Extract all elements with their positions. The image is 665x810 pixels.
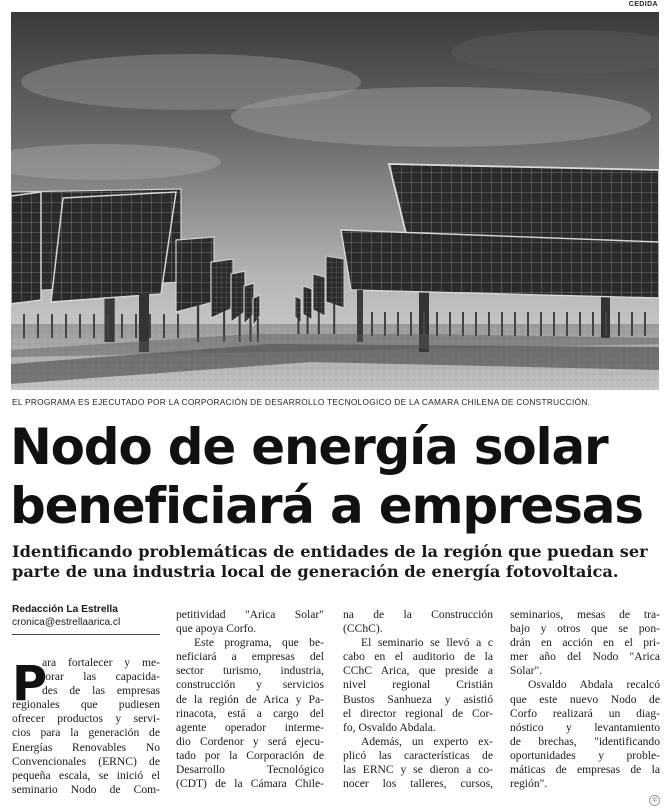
text-line: seminarios, mesas de tra-	[510, 608, 660, 621]
panel-post	[436, 312, 438, 336]
photo-credit: CEDIDA	[628, 1, 658, 8]
text-line: dio Cordenor y será ejecu-	[176, 734, 324, 748]
panel-post	[307, 316, 309, 334]
byline	[12, 603, 160, 629]
text-line: El seminario se llevó a c	[361, 636, 493, 650]
text-line: tado por la Corporación de	[176, 748, 324, 762]
text-line: regionales que pudiesen	[12, 698, 160, 712]
panel-post	[631, 312, 633, 336]
article-paragraph	[510, 678, 660, 791]
text-line: Solar".	[510, 664, 543, 678]
panel-post	[37, 314, 39, 338]
article-paragraph	[176, 636, 324, 791]
text-line: petitividad "Arica Solar"	[176, 608, 324, 621]
headline-line: Nodo de energía solar	[10, 418, 608, 476]
drop-cap: P	[12, 656, 48, 712]
article-column-3	[343, 608, 493, 791]
text-line: pequeña escala, se inició el	[12, 768, 160, 782]
panel-post	[197, 304, 199, 342]
panel-post	[93, 314, 95, 338]
text-line: plicó las características de	[343, 748, 493, 762]
panel-post	[318, 312, 320, 334]
text-line: jorar las capacida-	[42, 670, 160, 684]
panel-post	[65, 314, 67, 338]
article-column-2	[176, 608, 324, 791]
panel-post	[107, 314, 109, 338]
text-line: drán en acción en el pri-	[510, 636, 660, 650]
solar-panel	[326, 256, 344, 308]
photo-caption: EL PROGRAMA ES EJECUTADO POR LA CORPORACIÓN DE DESARROLLO TECNOLOGICO DE LA CAMARA CHILENA DE CONSTRUCCIÓN.	[12, 397, 591, 407]
panel-post	[51, 314, 53, 338]
text-line: sector turismo, industria,	[176, 664, 324, 678]
text-line: Convencionales (ERNC) de	[12, 754, 160, 768]
panel-post	[423, 312, 425, 336]
solar-panel	[341, 230, 659, 298]
panel-post	[540, 312, 542, 336]
text-line: que este nuevo Nodo de	[510, 692, 660, 706]
article-paragraph	[176, 608, 324, 636]
text-line: (CChC).	[343, 622, 383, 636]
panel-post	[592, 312, 594, 336]
panel-post	[462, 312, 464, 336]
text-line: Bustos Sanhueza y asistió	[343, 692, 493, 706]
text-line: Energías Renovables No	[12, 740, 160, 754]
panel-post	[618, 312, 620, 336]
article-paragraph	[12, 656, 160, 797]
subheadline	[12, 542, 662, 582]
panel-post	[644, 312, 646, 336]
text-line: ara fortalecer y me-	[42, 656, 160, 669]
panel-post	[449, 312, 451, 336]
panel-post	[579, 312, 581, 336]
panel-post	[121, 314, 123, 338]
article-paragraph	[343, 608, 493, 636]
text-line: oportunidades y proble-	[510, 748, 660, 762]
text-line: máticas de empresas de la	[510, 763, 660, 777]
article-photo	[11, 12, 659, 390]
text-line: construcción y servicios	[176, 678, 324, 692]
text-line: seminario Nodo de Com-	[12, 782, 160, 796]
panel-post	[79, 314, 81, 338]
panel-post	[397, 312, 399, 336]
panel-post	[553, 312, 555, 336]
text-line: Este programa, que be-	[194, 636, 324, 650]
text-line: (CDT) de la Cámara Chile-	[176, 777, 324, 791]
panel-post	[514, 312, 516, 336]
panel-post	[605, 312, 607, 336]
text-line: Corfo realizará un diag-	[510, 706, 660, 720]
text-line: el director regional de Cor-	[343, 706, 493, 720]
text-line: neficiará a empresas del	[176, 650, 324, 664]
text-line: nocer los talleres, cursos,	[343, 777, 493, 791]
solar-panel	[51, 192, 176, 302]
panel-post	[501, 312, 503, 336]
text-line: na de la Construcción	[343, 608, 493, 621]
text-line: región".	[510, 777, 548, 791]
panel-post	[488, 312, 490, 336]
article-paragraph	[343, 735, 493, 791]
text-line: ofrecer productos y servi-	[12, 712, 160, 726]
panel-post	[527, 312, 529, 336]
panel-post	[135, 314, 137, 338]
article-paragraph	[510, 608, 660, 678]
article-paragraph	[343, 636, 493, 735]
text-line: cabo en el auditorio de la	[343, 650, 493, 664]
panel-post	[566, 312, 568, 336]
text-line: rinacota, está a cargo del	[176, 706, 324, 720]
text-line: Además, un experto ex-	[361, 734, 493, 748]
text-line: de la región de Arica y Pa-	[176, 692, 324, 706]
panel-post	[297, 319, 299, 334]
panel-post	[177, 314, 179, 338]
text-line: Desarrollo Tecnológico	[176, 763, 324, 777]
panel-post	[23, 314, 25, 338]
panel-post	[149, 314, 151, 338]
text-line: mer año del Nodo "Arica	[510, 650, 660, 664]
text-line: bajo y otros que se pon-	[510, 622, 660, 636]
byline-divider	[12, 634, 160, 635]
panel-post	[475, 312, 477, 336]
article-column-4	[510, 608, 660, 791]
subheadline-line: parte de una industria local de generación de energía fotovoltaica.	[12, 562, 619, 581]
byline-email: cronica@estrellaarica.cl	[12, 617, 121, 628]
text-line: de brechas, "identificando	[510, 734, 660, 748]
subheadline-line: Identificando problemáticas de entidades de la región que puedan ser	[12, 542, 648, 561]
text-line: cios para la generación de	[12, 726, 160, 740]
text-line: fo, Osvaldo Abdala.	[343, 720, 436, 734]
text-line: que apoya Corfo.	[176, 622, 257, 636]
panel-post	[371, 312, 373, 336]
text-line: CChC Arica, que preside a	[343, 664, 493, 678]
text-line: las ERNC y se dieron a co-	[343, 763, 493, 777]
text-line: nivel regional Cristián	[343, 678, 493, 692]
text-line: des de las empresas	[42, 684, 160, 698]
panel-post	[333, 304, 335, 334]
text-line: agente operador interme-	[176, 720, 324, 734]
headline-line: beneficiará a empresas	[10, 477, 643, 535]
panel-post	[384, 312, 386, 336]
byline-author: Redacción La Estrella	[12, 604, 118, 615]
article-column-1	[12, 656, 160, 797]
solar-panel	[176, 237, 214, 312]
panel-post	[163, 314, 165, 338]
headline	[10, 418, 660, 536]
page-corner-icon: ✲	[649, 795, 660, 806]
text-line: Osvaldo Abdala recalcó	[528, 678, 660, 692]
solar-panel	[313, 274, 325, 316]
solar-panel	[211, 259, 233, 318]
solar-panel	[11, 192, 41, 304]
panel-post	[410, 312, 412, 336]
text-line: nóstico y levantamiento	[510, 720, 660, 734]
solar-panel	[303, 286, 312, 320]
